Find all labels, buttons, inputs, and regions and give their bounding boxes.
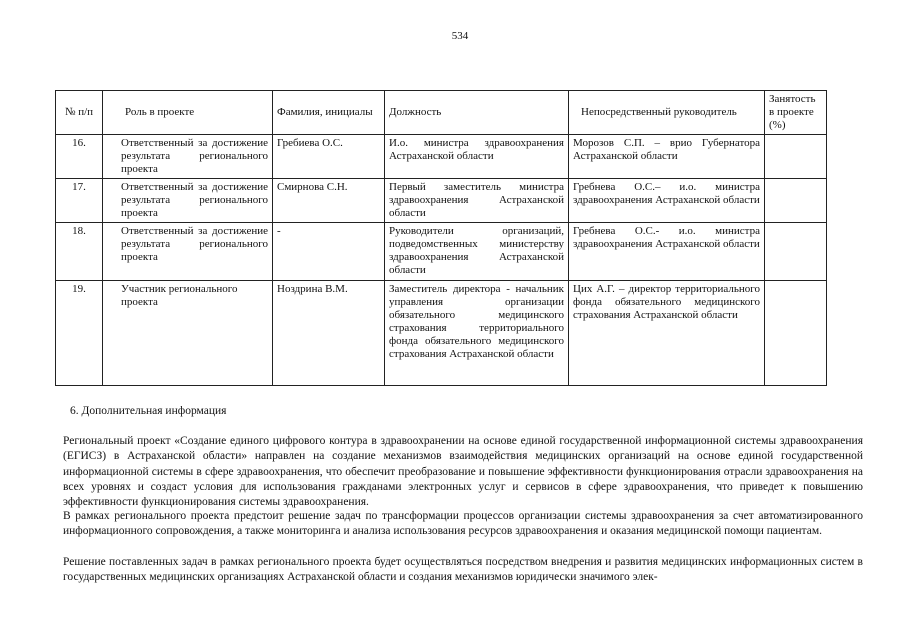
- row-supervisor: Гребнева О.С.- и.о. министра здравоохранения Астраханской области: [569, 223, 765, 281]
- page-number: 534: [451, 30, 469, 42]
- row-position: Заместитель директора - начальник управления организации обязательного медицинского страхования территориального фонда обязательного медицинского страхования Астраханской области: [385, 281, 569, 386]
- row-name: Смирнова С.Н.: [273, 179, 385, 223]
- row-load: [765, 223, 827, 281]
- header-num: № п/п: [56, 91, 103, 135]
- row-num: 19.: [56, 281, 103, 386]
- section-title: 6. Дополнительная информация: [70, 405, 227, 417]
- row-role: Участник регионального проекта: [103, 281, 273, 386]
- table-header-row: [56, 91, 827, 135]
- row-load: [765, 179, 827, 223]
- table-row: [56, 281, 827, 386]
- row-supervisor: Морозов С.П. – врио Губернатора Астраханской области: [569, 135, 765, 179]
- row-position: Первый заместитель министра здравоохранения Астраханской области: [385, 179, 569, 223]
- row-position: И.о. министра здравоохранения Астраханской области: [385, 135, 569, 179]
- table-row: [56, 223, 827, 281]
- header-name: Фамилия, инициалы: [273, 91, 385, 135]
- row-position: Руководители организаций, подведомственных министерству здравоохранения Астраханской области: [385, 223, 569, 281]
- header-position: Должность: [385, 91, 569, 135]
- row-supervisor: Гребнева О.С.– и.о. министра здравоохранения Астраханской области: [569, 179, 765, 223]
- row-name: Ноздрина В.М.: [273, 281, 385, 386]
- row-num: 16.: [56, 135, 103, 179]
- project-team-table: [55, 90, 827, 386]
- row-role: Ответственный за достижение результата регионального проекта: [103, 223, 273, 281]
- paragraph-3: Решение поставленных задач в рамках регионального проекта будет осуществляться посредством внедрения и развития медицинских информационных систем в государственных медицинских организациях Астраханской области и создания механизмов юридически значимого элек-: [63, 556, 863, 584]
- row-num: 18.: [56, 223, 103, 281]
- row-supervisor: Цих А.Г. – директор территориального фонда обязательного медицинского страхования Астраханской области: [569, 281, 765, 386]
- row-name: -: [273, 223, 385, 281]
- row-role: Ответственный за достижение результата регионального проекта: [103, 135, 273, 179]
- row-load: [765, 281, 827, 386]
- row-role: Ответственный за достижение результата регионального проекта: [103, 179, 273, 223]
- paragraph-2: В рамках регионального проекта предстоит решение задач по трансформации процессов организации системы здравоохранения за счет автоматизированного информационного сопровождения, а также мониторинга и анализа использования ресурсов здравоохранения и оказания медицинской помощи пациентам.: [63, 510, 863, 538]
- paragraph-1: Региональный проект «Создание единого цифрового контура в здравоохранении на основе единой государственной информационной системы здравоохранения (ЕГИСЗ) в Астраханской области» направлен на создание механизмов взаимодействия медицинских организаций на основе единой государственной информационной системы в сфере здравоохранения, что обеспечит преобразование и повышение эффективности функционирования отрасли здравоохранения на всех уровнях и создаст условия для использования гражданами электронных услуг и сервисов в сфере здравоохранения, что приведет к повышению эффективности функционирования системы здравоохранения.: [63, 435, 863, 509]
- row-name: Гребиева О.С.: [273, 135, 385, 179]
- table-row: [56, 135, 827, 179]
- row-load: [765, 135, 827, 179]
- header-load: Занятость в проекте (%): [765, 91, 827, 135]
- header-supervisor: Непосредственный руководитель: [569, 91, 765, 135]
- row-num: 17.: [56, 179, 103, 223]
- header-role: Роль в проекте: [103, 91, 273, 135]
- table-row: [56, 179, 827, 223]
